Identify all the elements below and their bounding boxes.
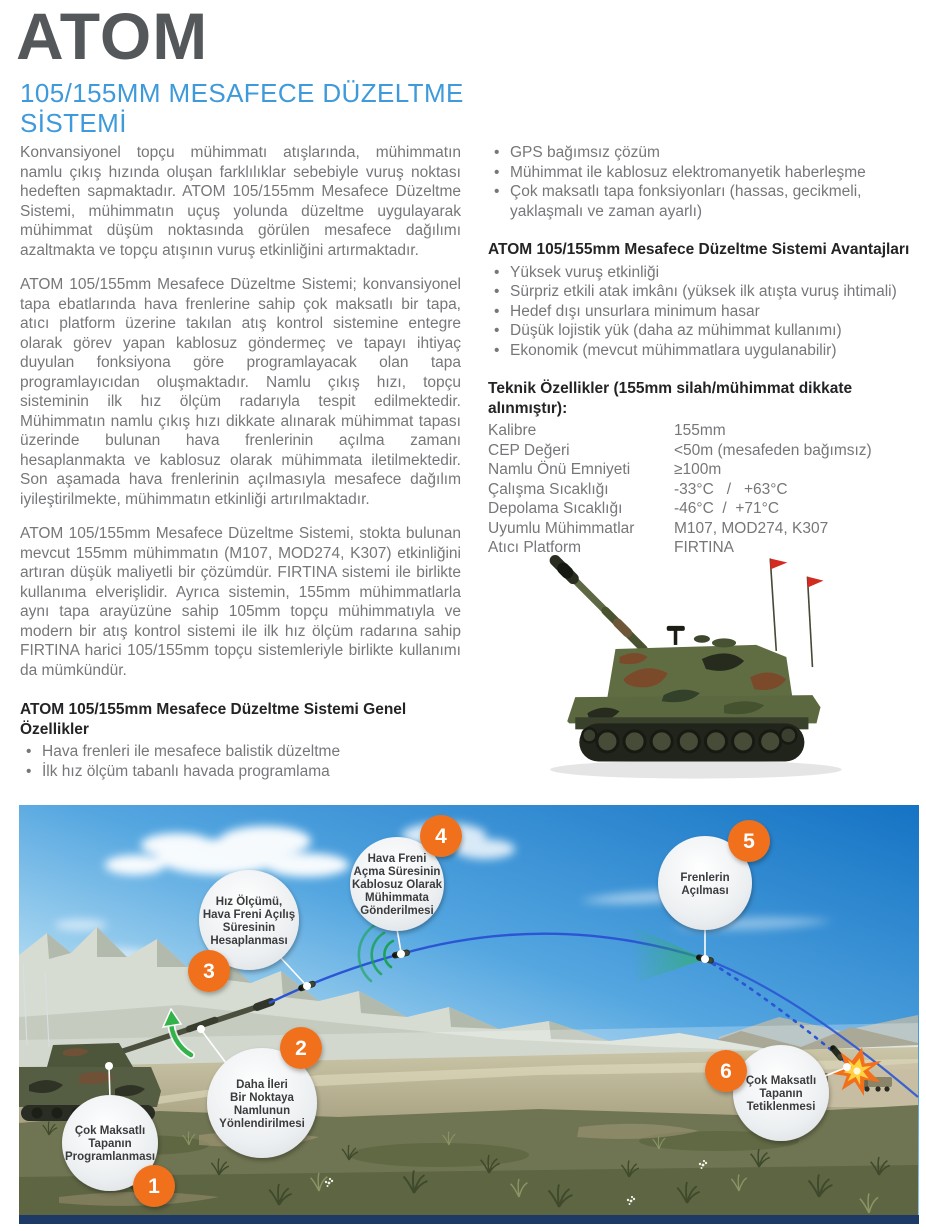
- svg-text:2: 2: [295, 1037, 307, 1060]
- page-subtitle: [20, 78, 464, 138]
- left-column: [20, 143, 461, 781]
- step-number-1: [133, 1165, 175, 1207]
- subtitle-line-1: 105/155MM MESAFECE DÜZELTME: [20, 78, 464, 108]
- compatibility-paragraph: ATOM 105/155mm Mesafece Düzeltme Sistemi, stokta bulunan mevcut 155mm mühimmatın (M107, MOD274, K307) etkinliğini artıran düşük maliyetli bir çözümdür. FIRTINA sistemi ile birlikte kullanıma elverişlidir. Ayrıca sistemin, 155mm mühimmatlarla aynı tapa arayüzüne sahip 105mm topçu mühimmatıyla ve modern bir atış kontrol sistemi ile ilk hız ölçüm radarına sahip FIRTINA harici 105/155mm topçu sistemleriyle birlikte kullanımı da mümkündür.: [20, 525, 461, 679]
- page-title: ATOM: [16, 0, 209, 73]
- hatch: [712, 638, 736, 647]
- hull: [567, 626, 820, 723]
- table-row: Atıcı Platform FIRTINA: [488, 539, 734, 556]
- step-number-5: [728, 820, 770, 862]
- list-item: • Ekonomik (mevcut mühimmatlara uygulanabilir): [488, 341, 922, 361]
- advantages-list: [488, 263, 922, 361]
- machine-gun: [667, 626, 685, 631]
- firtina-howitzer-photo: [523, 528, 920, 792]
- step-number-2: [280, 1027, 322, 1069]
- list-item: • Hedef dışı unsurlara minimum hasar: [488, 302, 922, 322]
- red-flag: [807, 577, 823, 588]
- table-row: Kalibre 155mm: [488, 422, 726, 439]
- step-label: Daha İleri Bir Noktaya Namlunun Yönlendirilmesi: [219, 1079, 305, 1130]
- step-label: Hava Freni Açma Süresinin Kablosuz Olarak Mühimmata Gönderilmesi: [351, 853, 443, 917]
- intro-paragraph: Konvansiyonel topçu mühimmatı atışlarında, mühimmatın namlu çıkış hızında oluşan farklılıklar sebebiyle vuruş noktası hedeften sapmaktadır. ATOM 105/155mm Mesafece Düzeltme Sistemi, mühimmatın uçuş yolunda düzeltme uygulayarak mühimmat düşüm noktasında görülen mesafece dağılımı azaltmakta ve topçu atışının vuruş etkinliğini artırmaktadır.: [20, 144, 461, 259]
- table-row: Çalışma Sıcaklığı -33°C / +63°C: [488, 480, 788, 498]
- table-row: Uyumlu Mühimmatlar M107, MOD274, K307: [488, 519, 829, 537]
- svg-text:1: 1: [148, 1175, 160, 1198]
- system-description-paragraph: ATOM 105/155mm Mesafece Düzeltme Sistemi; konvansiyonel tapa ebatlarında hava frenlerine sahip çok maksatlı bir tapa, atıcı platform üzerine takılan atış kontrol sistemine entegre olarak görev yapan kablosuz göndermeç ve tapayı ihtiyaç duyulan fonksiyona göre programlayacak olan tapa programlayıcıdan oluşmaktadır. Namlu çıkış hızı, topçu sisteminin ilk hız ölçüm radarıyla tespit edilmektedir. Mühimmatın namlu çıkış hızı dikkate alınarak mühimmat tapası üzerinde bulunan hava frenlerinin açılma zamanı hesaplanmakta ve kablosuz olarak mühimmata iletilmektedir. Son aşamada hava frenlerinin açılmasıyla mesafece dağılım iyileştirilmekte, mühimmatın etkinliği artırılmaktadır.: [20, 276, 461, 508]
- list-item: • Çok maksatlı tapa fonksiyonları (hassas, gecikmeli, yaklaşmalı ve zaman ayarlı): [488, 182, 922, 221]
- list-item: • Düşük lojistik yük (daha az mühimmat kullanımı): [488, 321, 922, 341]
- step-number-3: [188, 950, 230, 992]
- antenna: [770, 558, 776, 650]
- list-item: • GPS bağımsız çözüm: [488, 143, 922, 163]
- svg-text:5: 5: [743, 830, 755, 853]
- specs-heading: Teknik Özellikler (155mm silah/mühimmat dikkate alınmıştır):: [488, 380, 853, 417]
- red-flag: [770, 558, 787, 569]
- step-number-6: [705, 1050, 747, 1092]
- table-row: Namlu Önü Emniyeti ≥100m: [488, 461, 722, 478]
- step-number-4: [420, 815, 462, 857]
- step-label: Hız Ölçümü, Hava Freni Açılış Süresinin Hesaplanması: [202, 896, 296, 947]
- list-item: • Hava frenleri ile mesafece balistik düzeltme: [20, 742, 461, 762]
- list-item: • Mühimmat ile kablosuz elektromanyetik haberleşme: [488, 163, 922, 183]
- step-label: Frenlerin Açılması: [680, 872, 730, 897]
- svg-text:4: 4: [435, 825, 447, 848]
- step-label: Çok Maksatlı Tapanın Tetiklenmesi: [745, 1075, 817, 1113]
- subtitle-line-2: SİSTEMİ: [20, 108, 127, 138]
- general-features-list: [20, 742, 461, 781]
- antenna: [807, 577, 812, 667]
- general-features-heading: ATOM 105/155mm Mesafece Düzeltme Sistemi Genel Özellikler: [20, 701, 407, 738]
- table-row: Depolama Sıcaklığı -46°C / +71°C: [488, 500, 780, 517]
- svg-text:6: 6: [720, 1060, 732, 1083]
- table-row: CEP Değeri <50m (mesafeden bağımsız): [488, 441, 872, 459]
- list-item: • İlk hız ölçüm tabanlı havada programlama: [20, 762, 461, 782]
- key-features-list: [488, 143, 922, 221]
- bottom-bar: [19, 1215, 919, 1224]
- right-column: [488, 143, 922, 558]
- advantages-heading: ATOM 105/155mm Mesafece Düzeltme Sistemi Avantajları: [488, 241, 910, 258]
- svg-text:3: 3: [203, 960, 215, 983]
- list-item: • Yüksek vuruş etkinliği: [488, 263, 922, 283]
- operation-sequence-diagram: [19, 805, 919, 1224]
- list-item: • Sürpriz etkili atak imkânı (yüksek ilk atışta vuruş ihtimali): [488, 282, 922, 302]
- tracks: [575, 717, 808, 761]
- step-label: Çok Maksatlı Tapanın Programlanması: [64, 1125, 156, 1163]
